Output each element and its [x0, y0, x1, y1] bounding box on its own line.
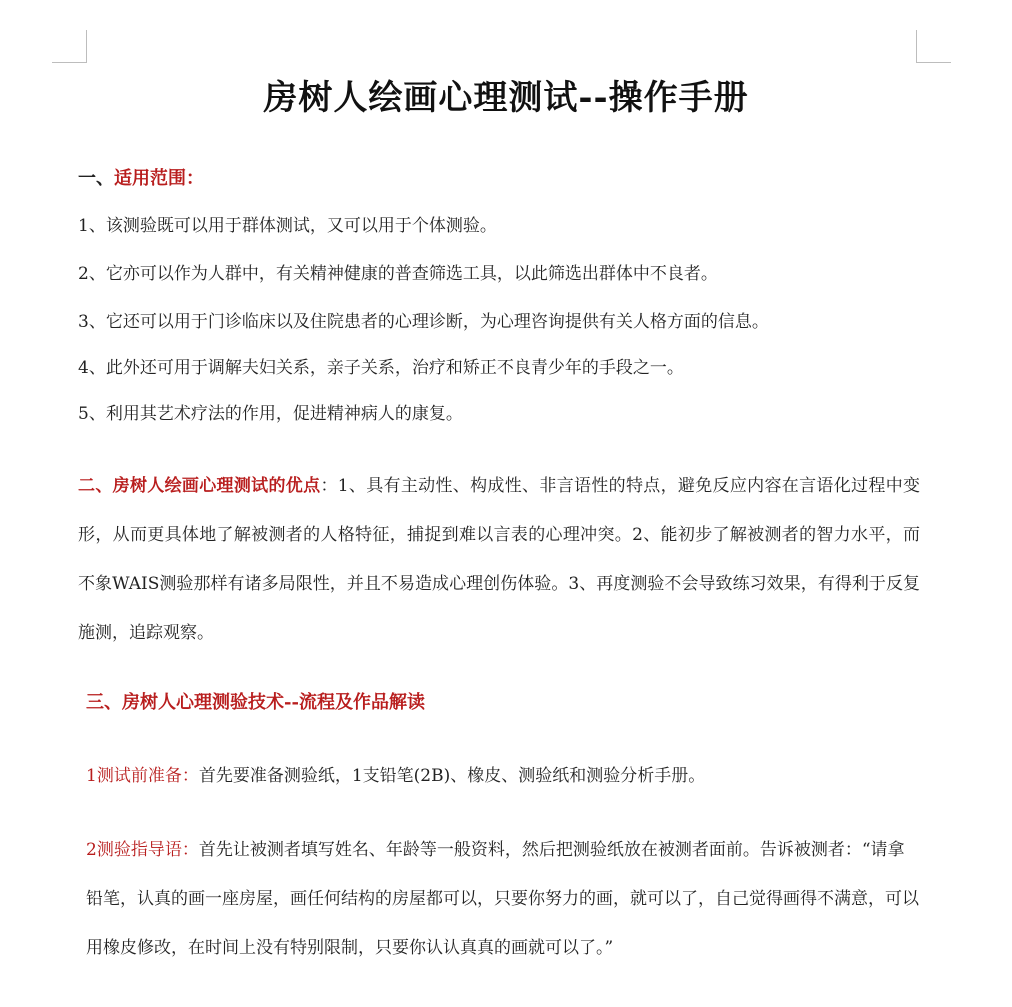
- section1-title: 适用范围：: [114, 168, 204, 189]
- prep-text: 首先要准备测验纸，1支铅笔(2B)、橡皮、测验纸和测验分析手册。: [198, 766, 706, 786]
- section1-number: 一、: [78, 168, 114, 189]
- section1-item-2: 2、它亦可以作为人群中，有关精神健康的普查筛选工具，以此筛选出群体中不良者。: [78, 264, 718, 284]
- guide-label: 2测验指导语：: [86, 840, 199, 860]
- prep-label: 1测试前准备：: [86, 766, 199, 786]
- section3-guide: [86, 826, 920, 973]
- section3-heading: 三、房树人心理测验技术--流程及作品解读: [86, 692, 425, 713]
- crop-mark-top-right: [916, 30, 951, 63]
- document-title: 房树人绘画心理测试--操作手册: [263, 78, 749, 118]
- section1-item-1: 1、该测验既可以用于群体测试，又可以用于个体测验。: [78, 216, 497, 236]
- section1-item-3: 3、它还可以用于门诊临床以及住院患者的心理诊断，为心理咨询提供有关人格方面的信息。: [78, 312, 769, 332]
- section3-prep: [86, 752, 920, 801]
- section2-heading: 二、房树人绘画心理测试的优点: [78, 476, 321, 496]
- section2-colon: ：: [320, 476, 338, 496]
- crop-mark-top-left: [52, 30, 87, 63]
- guide-text: 首先让被测者填写姓名、年龄等一般资料，然后把测验纸放在被测者面前。告诉被测者：“请拿铅笔，认真的画一座房屋，画任何结构的房屋都可以，只要你努力的画，就可以了，自己觉得画得不满意，可以用橡皮修改，在时间上没有特别限制，只要你认认真真的画就可以了。”: [86, 840, 919, 958]
- section1-heading: [78, 164, 204, 190]
- section1-item-4: 4、此外还可用于调解夫妇关系，亲子关系，治疗和矫正不良青少年的手段之一。: [78, 358, 684, 378]
- section1-item-5: 5、利用其艺术疗法的作用，促进精神病人的康复。: [78, 404, 463, 424]
- section2-body: 1、具有主动性、构成性、非言语性的特点，避免反应内容在言语化过程中变形，从而更具体地了解被测者的人格特征，捕捉到难以言表的心理冲突。2、能初步了解被测者的智力水平，而不象WAIS测验那样有诸多局限性，并且不易造成心理创伤体验。3、再度测验不会导致练习效果，有得利于反复施测，追踪观察。: [78, 476, 921, 643]
- section2-paragraph: [78, 462, 920, 658]
